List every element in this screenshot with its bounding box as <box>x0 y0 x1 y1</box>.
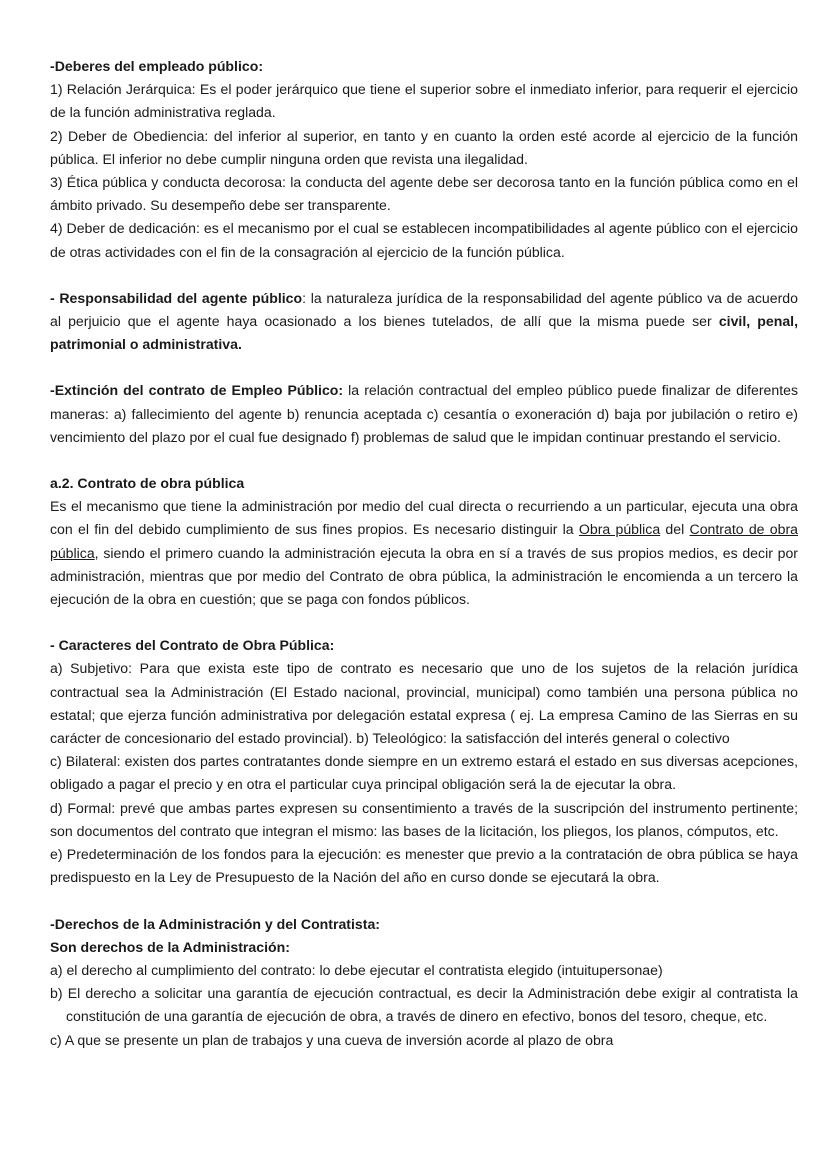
paragraph-gap <box>50 449 798 472</box>
obra-text: Es el mecanismo que tiene la administración por medio del cual directa o recurriendo a un particular, ejecuta una obra con el fin del debido cumplimiento de sus fines propios. Es necesario distinguir la <box>50 498 798 538</box>
obra-publica-term: Obra pública <box>578 521 661 538</box>
paragraph-gap <box>50 264 798 287</box>
derechos-item: a) el derecho al cumplimiento del contrato: lo debe ejecutar el contratista elegido (intuitupersonae) <box>50 961 663 978</box>
caracteres-item: c) Bilateral: existen dos partes contratantes donde siempre en un extremo estará el estado en sus diversas acepciones, obligado a pagar el precio y en otra el particular cuya principal obligación será la de ejecutar la obra. <box>50 753 798 793</box>
caracteres-item: e) Predeterminación de los fondos para la ejecución: es menester que previo a la contratación de obra pública se haya predispuesto en la Ley de Presupuesto de la Nación del año en curso donde se ejecutará la obra. <box>50 846 798 886</box>
paragraph-gap <box>50 356 798 379</box>
extincion-heading: -Extinción del contrato de Empleo Público: <box>50 382 344 399</box>
extincion-paragraph <box>50 379 798 449</box>
deberes-item: 1) Relación Jerárquica: Es el poder jerárquico que tiene el superior sobre el inmediato inferior, para requerir el ejercicio de la función administrativa reglada. <box>50 81 798 121</box>
responsabilidad-types: civil, penal, patrimonial o administrativa. <box>50 313 798 353</box>
derechos-item: c) A que se presente un plan de trabajos y una cueva de inversión acorde al plazo de obra <box>50 1031 614 1048</box>
derechos-item: b) El derecho a solicitar una garantía de ejecución contractual, es decir la Administración debe exigir al contratista la constitución de una garantía de ejecución de obra, a través de dinero en efectivo, bonos del tesoro, cheque, etc. <box>50 985 798 1025</box>
contrato-obra-publica-term: Contrato de obra pública <box>50 521 798 561</box>
derechos-heading: -Derechos de la Administración y del Contratista: <box>50 915 380 932</box>
extincion-text: la relación contractual del empleo público puede finalizar de diferentes maneras: a) fallecimiento del agente b) renuncia aceptada c) cesantía o exoneración d) baja por jubilación o retiro e) vencimiento del plazo por el cual fue designado f) problemas de salud que le impidan continuar prestando el servicio. <box>50 382 798 445</box>
deberes-item: 4) Deber de dedicación: es el mecanismo por el cual se establecen incompatibilidades al agente público con el ejercicio de otras actividades con el fin de la consagración al ejercicio de la función pública. <box>50 220 798 260</box>
paragraph-gap <box>50 890 798 913</box>
responsabilidad-paragraph <box>50 287 798 357</box>
obra-text: del <box>660 521 690 538</box>
caracteres-item: a) Subjetivo: Para que exista este tipo de contrato es necesario que uno de los sujetos de la relación jurídica contractual sea la Administración (El Estado nacional, provincial, municipal) como también una persona pública no estatal; que ejerza función administrativa por delegación estatal expresa ( ej. La empresa Camino de las Sierras en su carácter de concesionario del estado provincial). b) Teleológico: la satisfacción del interés general o colectivo <box>50 660 798 747</box>
deberes-heading: -Deberes del empleado público: <box>50 58 264 74</box>
responsabilidad-text: : la naturaleza jurídica de la responsabilidad del agente público va de acuerdo al perjuicio que el agente haya ocasionado a los bienes tutelados, de allí que la misma puede ser <box>50 289 798 330</box>
caracteres-item: d) Formal: prevé que ambas partes expresen su consentimiento a través de la suscripción del instrumento pertinente; son documentos del contrato que integran el mismo: las bases de la licitación, los pliegos, los planos, cómputos, etc. <box>50 799 798 839</box>
caracteres-heading: - Caracteres del Contrato de Obra Pública: <box>50 637 335 654</box>
derechos-subheading: Son derechos de la Administración: <box>50 938 290 955</box>
deberes-item: 2) Deber de Obediencia: del inferior al superior, en tanto y en cuanto la orden esté acorde al ejercicio de la función pública. El inferior no debe cumplir ninguna orden que revista una ilegalidad. <box>50 127 798 167</box>
obra-text: , siendo el primero cuando la administración ejecuta la obra en sí a través de sus propios medios, es decir por administración, mientras que por medio del Contrato de obra pública, la administración le encomienda a un tercero la ejecución de la obra en cuestión; que se paga con fondos públicos. <box>50 544 798 608</box>
obra-paragraph <box>50 495 798 611</box>
paragraph-gap <box>50 611 798 634</box>
deberes-item: 3) Ética pública y conducta decorosa: la conducta del agente debe ser decorosa tanto en la función pública como en el ámbito privado. Su desempeño debe ser transparente. <box>50 174 798 214</box>
responsabilidad-heading: - Responsabilidad del agente público <box>50 289 303 306</box>
obra-heading: a.2. Contrato de obra pública <box>50 475 245 492</box>
